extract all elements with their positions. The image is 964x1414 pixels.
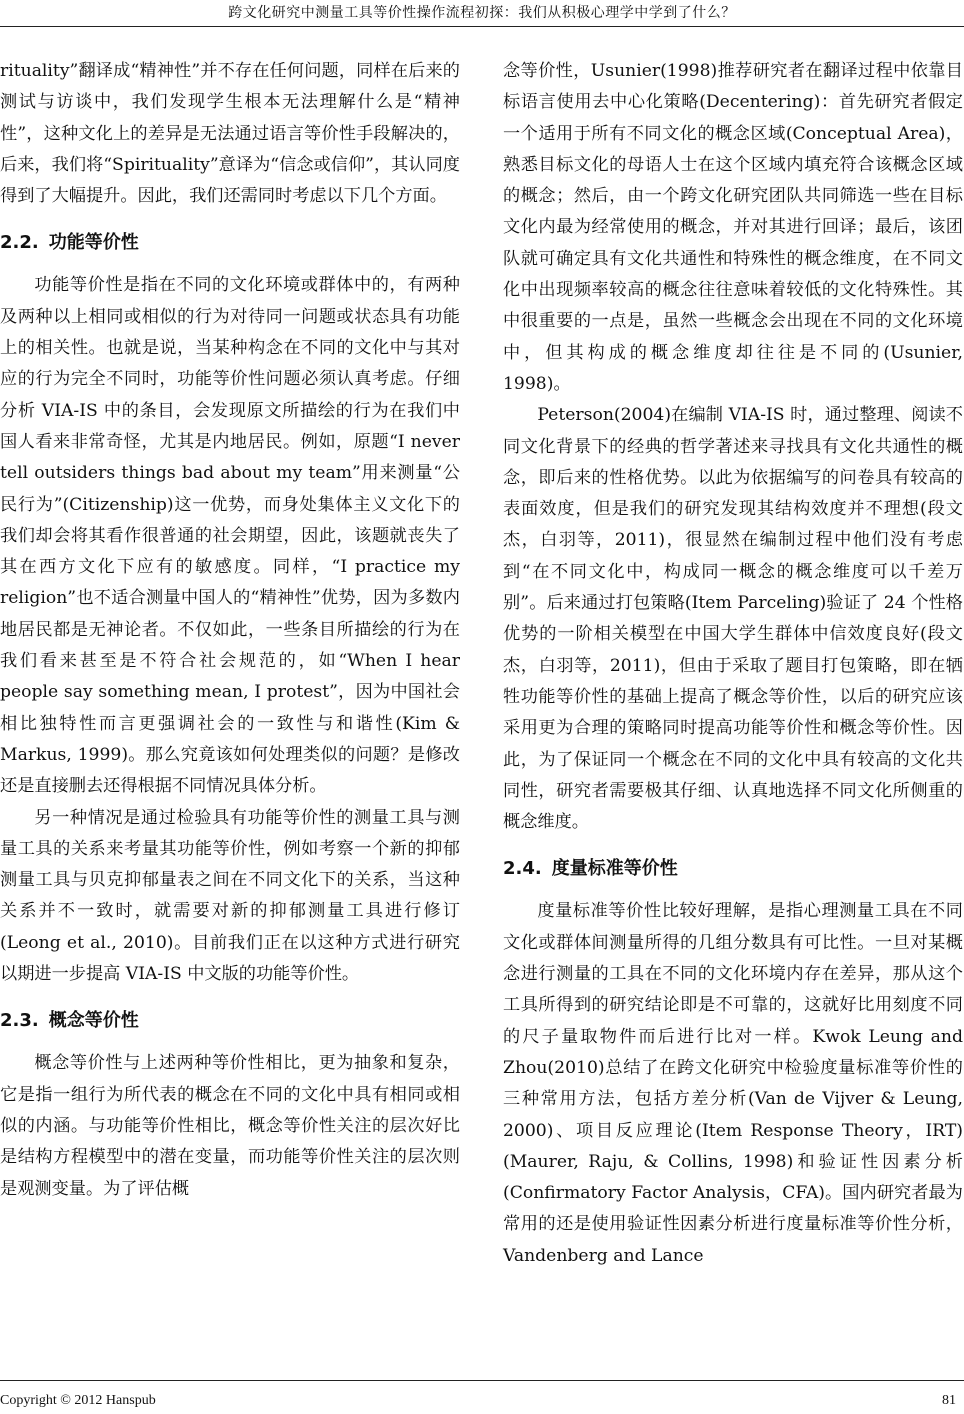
section-heading-2-4	[503, 856, 963, 882]
right-column	[503, 56, 963, 1272]
paragraph-functional-2: 另一种情况是通过检验具有功能等价性的测量工具与测量工具的关系来考量其功能等价性，例如考察一个新的抑郁测量工具与贝克抑郁量表之间在不同文化下的关系，当这种关系并不一致时，就需要对新的抑郁测量工具进行修订(Leong et al., 2010)。目前我们正在以这种方式进行研究以期进一步提高 VIA-IS 中文版的功能等价性。	[0, 807, 460, 985]
section-number: 2.3.	[0, 1010, 39, 1032]
section-number: 2.4.	[503, 858, 542, 880]
paragraph-conceptual-2: Peterson(2004)在编制 VIA-IS 时，通过整理、阅读不同文化背景下的经典的哲学著述来寻找具有文化共通性的概念，即后来的性格优势。以此为依据编写的问卷具有较高的表面效度，但是我们的研究发现其结构效度并不理想(段文杰，白羽等，2011)，很显然在编制过程中他们没有考虑到“在不同文化中，构成同一概念的概念维度可以千差万别”。后来通过打包策略(Item Parceling)验证了 24 个性格优势的一阶相关模型在中国大学生群体中信效度良好(段文杰，白羽等，2011)，但由于采取了题目打包策略，即在牺牲功能等价性的基础上提高了概念等价性，以后的研究应该采用更为合理的策略同时提高功能等价性和概念等价性。因此，为了保证同一个概念在不同的文化中具有较高的文化共同性，研究者需要极其仔细、认真地选择不同文化所侧重的概念维度。	[503, 405, 963, 833]
running-title: 跨文化研究中测量工具等价性操作流程初探：我们从积极心理学中学到了什么？	[228, 5, 736, 21]
section-heading-2-2	[0, 230, 460, 256]
paragraph-continued: rituality”翻译成“精神性”并不存在任何问题，同样在后来的测试与访谈中，我们发现学生根本无法理解什么是“精神性”，这种文化上的差异是无法通过语言等价性手段解决的，后来，我们将“Spirituality”意译为“信念或信仰”，其认同度得到了大幅提升。因此，我们还需同时考虑以下几个方面。	[0, 61, 460, 207]
section-number: 2.2.	[0, 232, 39, 254]
footer-rule	[0, 1380, 964, 1381]
section-title: 概念等价性	[48, 1010, 139, 1032]
section-title: 度量标准等价性	[551, 858, 678, 880]
section-heading-2-3	[0, 1008, 460, 1034]
paragraph-conceptual-1: 概念等价性与上述两种等价性相比，更为抽象和复杂，它是指一组行为所代表的概念在不同的文化中具有相同或相似的内涵。与功能等价性相比，概念等价性关注的层次好比是结构方程模型中的潜在变量，而功能等价性关注的层次则是观测变量。为了评估概	[0, 1053, 460, 1199]
paragraph-functional-1: 功能等价性是指在不同的文化环境或群体中的，有两种及两种以上相同或相似的行为对待同一问题或状态具有功能上的相关性。也就是说，当某种构念在不同的文化中与其对应的行为完全不同时，功能等价性问题必须认真考虑。仔细分析 VIA-IS 中的条目，会发现原文所描绘的行为在我们中国人看来非常奇怪，尤其是内地居民。例如，原题“I never tell outsiders things bad about my team”用来测量“公民行为”(Citizenship)这一优势，而身处集体主义文化下的我们却会将其看作很普通的社会期望，因此，该题就丧失了其在西方文化下应有的敏感度。同样，“I practice my religion”也不适合测量中国人的“精神性”优势，因为多数内地居民都是无神论者。不仅如此，一些条目所描绘的行为在我们看来甚至是不符合社会规范的，如“When I hear people say something mean, I protest”，因为中国社会相比独特性而言更强调社会的一致性与和谐性(Kim & Markus, 1999)。那么究竟该如何处理类似的问题？是修改还是直接删去还得根据不同情况具体分析。	[0, 275, 460, 797]
header-rule	[0, 26, 964, 27]
page-number: 81	[942, 1393, 956, 1408]
paragraph-conceptual-1-continued: 念等价性，Usunier(1998)推荐研究者在翻译过程中依靠目标语言使用去中心化策略(Decentering)：首先研究者假定一个适用于所有不同文化的概念区域(Conceptual Area)，熟悉目标文化的母语人士在这个区域内填充符合该概念区域的概念；然后，由一个跨文化研究团队共同筛选一些在目标文化内最为经常使用的概念，并对其进行回译；最后，该团队就可确定具有文化共通性和特殊性的概念维度，在不同文化中出现频率较高的概念往往意味着较低的文化特殊性。其中很重要的一点是，虽然一些概念会出现在不同的文化环境中，但其构成的概念维度却往往是不同的(Usunier, 1998)。	[503, 61, 963, 394]
left-column	[0, 56, 460, 1205]
copyright-notice: Copyright © 2012 Hanspub	[0, 1393, 156, 1408]
section-title: 功能等价性	[48, 232, 139, 254]
paragraph-metric-1: 度量标准等价性比较好理解，是指心理测量工具在不同文化或群体间测量所得的几组分数具有可比性。一旦对某概念进行测量的工具在不同的文化环境内存在差异，那从这个工具所得到的研究结论即是不可靠的，这就好比用刻度不同的尺子量取物件而后进行比对一样。Kwok Leung and Zhou(2010)总结了在跨文化研究中检验度量标准等价性的三种常用方法，包括方差分析(Van de Vijver & Leung, 2000)、项目反应理论(Item Response Theory，IRT)(Maurer, Raju, & Collins, 1998)和验证性因素分析(Confirmatory Factor Analysis，CFA)。国内研究者最为常用的还是使用验证性因素分析进行度量标准等价性分析，Vandenberg and Lance	[503, 901, 963, 1266]
